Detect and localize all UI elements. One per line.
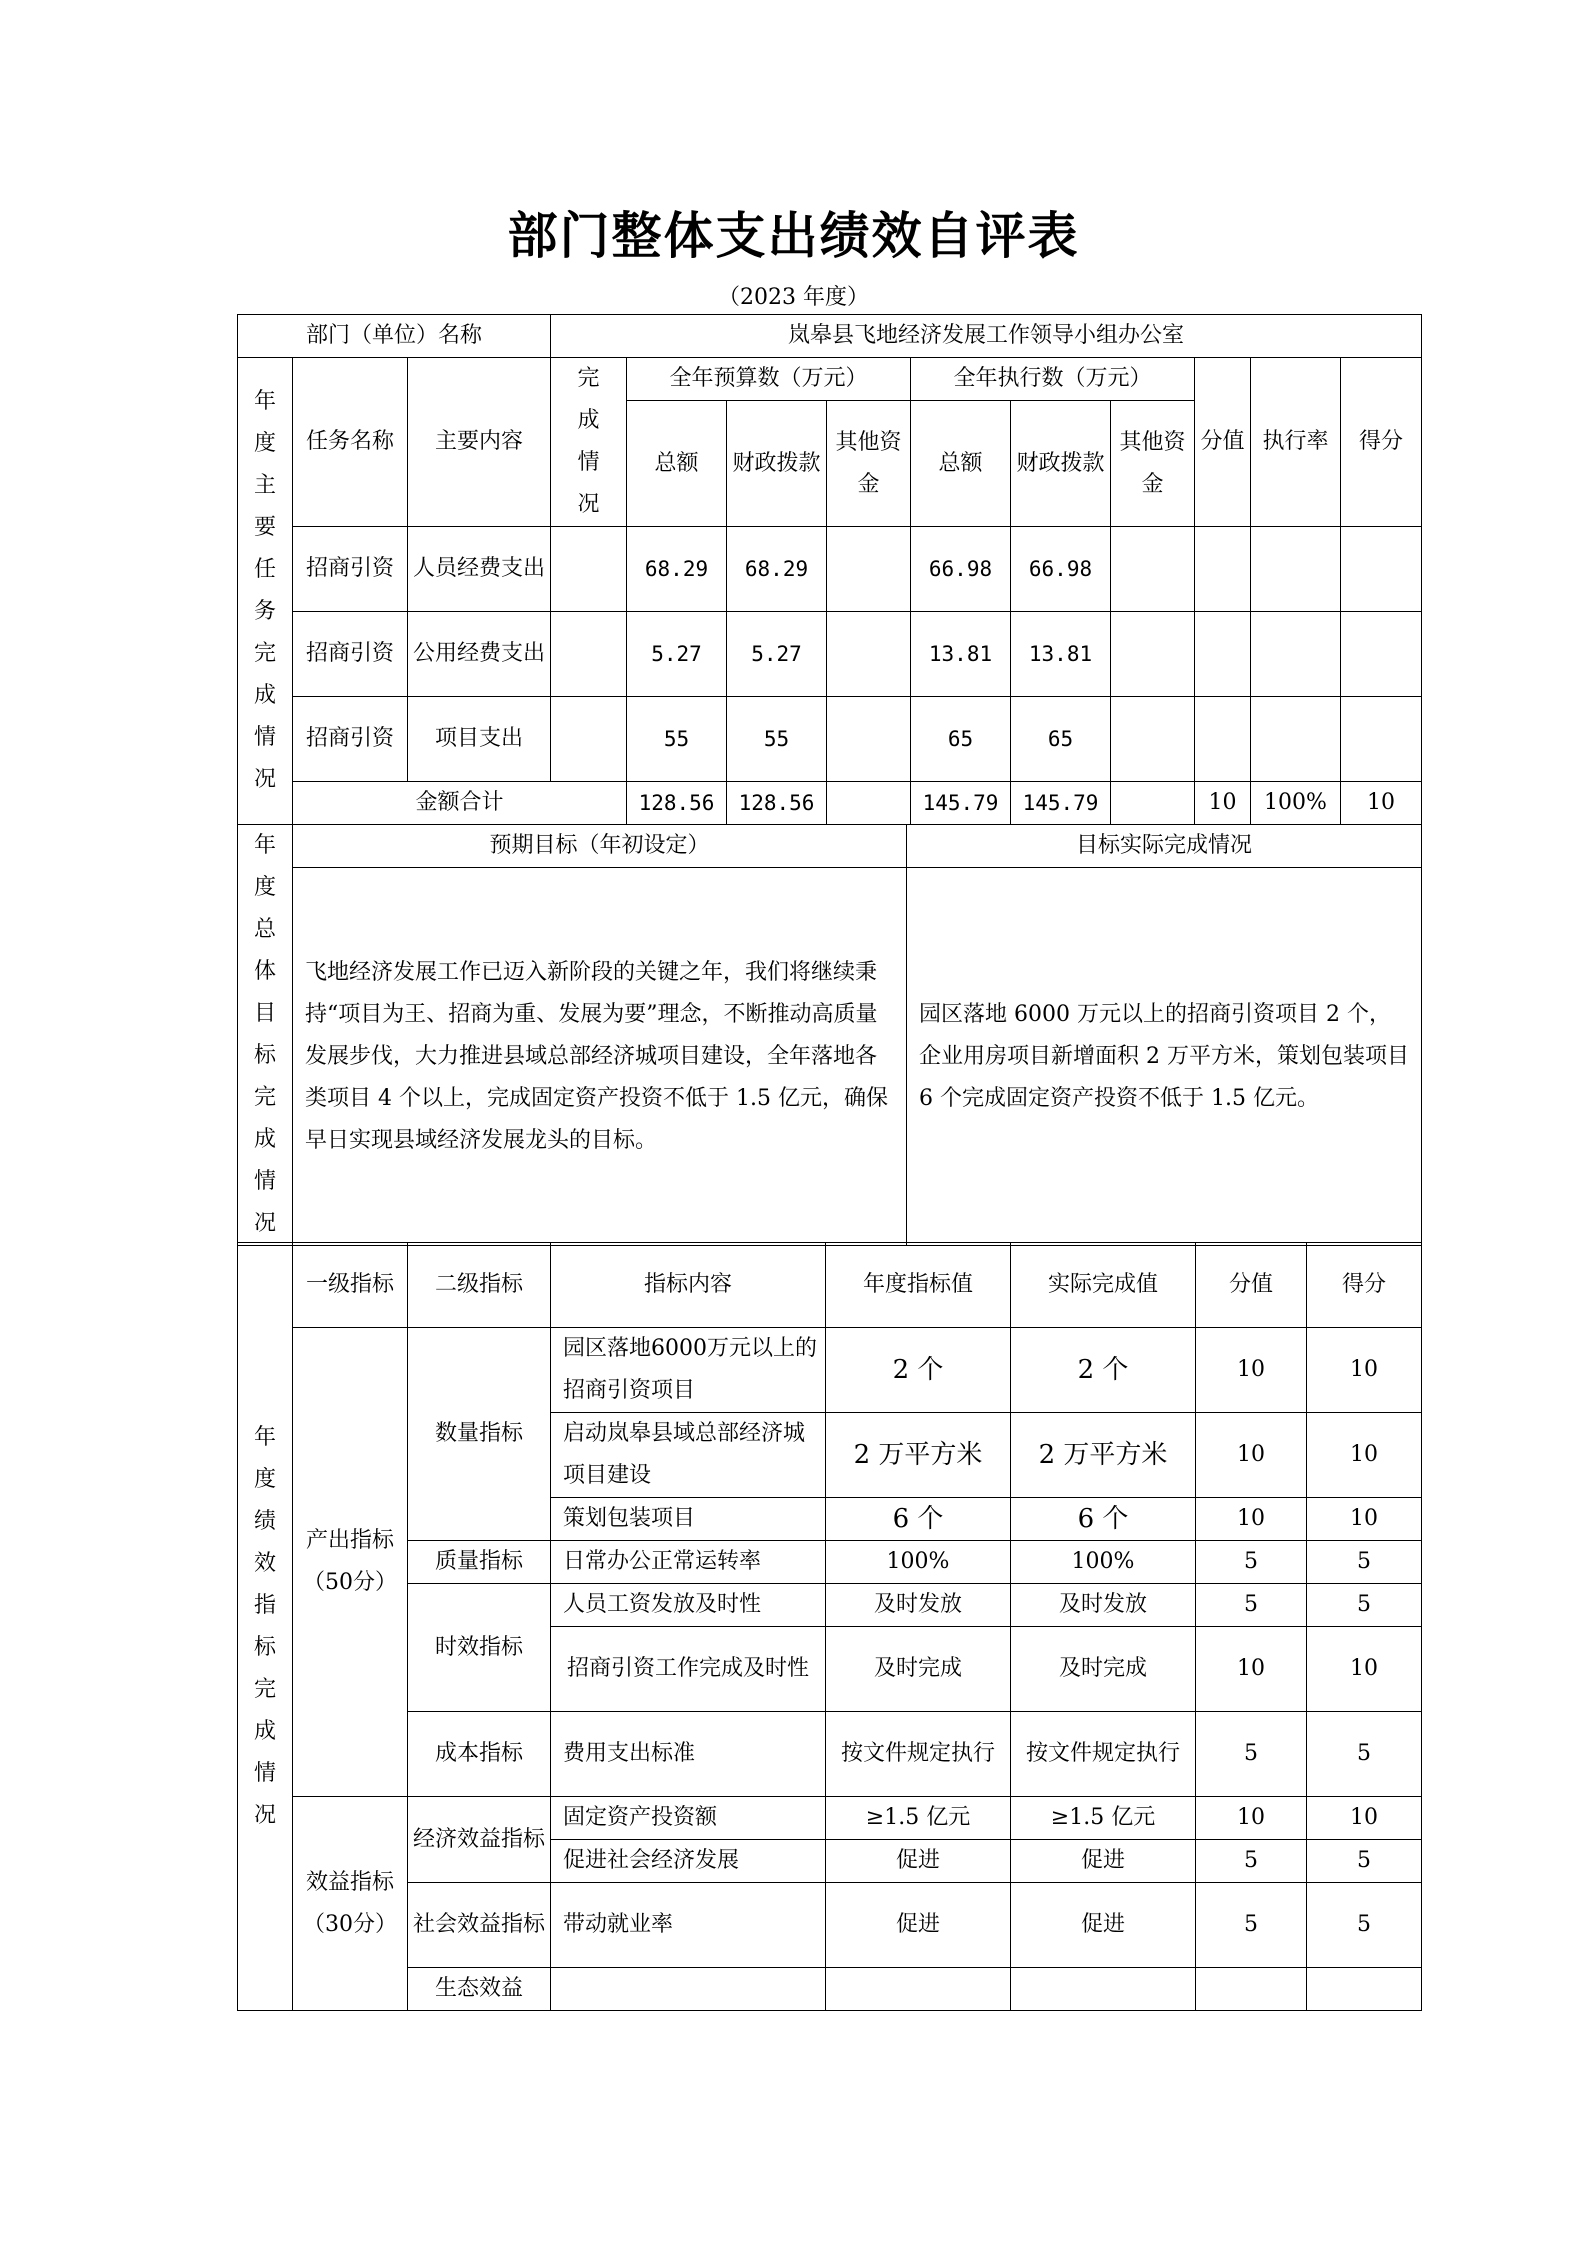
header-annual-execution: 全年执行数（万元） bbox=[911, 358, 1195, 401]
task-status bbox=[551, 527, 627, 612]
task-content: 公用经费支出 bbox=[408, 612, 551, 697]
year-subtitle: （2023 年度） bbox=[718, 285, 869, 310]
header-exec-fiscal: 财政拨款 bbox=[1011, 401, 1111, 527]
table-row bbox=[238, 1797, 1422, 1840]
score: 5 bbox=[1307, 1584, 1422, 1627]
score-value bbox=[1195, 697, 1251, 782]
indicator-content: 固定资产投资额 bbox=[551, 1797, 826, 1840]
exec-other bbox=[1111, 612, 1195, 697]
exec-fiscal: 13.81 bbox=[1011, 612, 1111, 697]
section-label-tasks: 年 度 主 要 任 务 完 成 情 况 bbox=[238, 358, 293, 825]
target-value: 100% bbox=[826, 1541, 1011, 1584]
score: 5 bbox=[1307, 1712, 1422, 1797]
task-name: 招商引资 bbox=[293, 697, 408, 782]
score-value bbox=[1195, 527, 1251, 612]
task-status bbox=[551, 697, 627, 782]
section-label-indicators: 年 度 绩 效 指 标 完 成 情 况 bbox=[238, 1243, 293, 2011]
header-expected-goal: 预期目标（年初设定） bbox=[293, 825, 907, 868]
level2-quality: 质量指标 bbox=[408, 1541, 551, 1584]
score bbox=[1307, 1968, 1422, 2011]
header-level2: 二级指标 bbox=[408, 1243, 551, 1328]
exec-total: 13.81 bbox=[911, 612, 1011, 697]
table-row bbox=[238, 1541, 1422, 1584]
sum-budget-fiscal: 128.56 bbox=[727, 782, 827, 825]
header-level1: 一级指标 bbox=[293, 1243, 408, 1328]
level2-social: 社会效益指标 bbox=[408, 1883, 551, 1968]
indicator-content: 策划包装项目 bbox=[551, 1498, 826, 1541]
target-value: 2 个 bbox=[826, 1328, 1011, 1413]
actual-value: 促进 bbox=[1011, 1883, 1196, 1968]
sum-execution-rate: 100% bbox=[1251, 782, 1341, 825]
expected-goal-text: 飞地经济发展工作已迈入新阶段的关键之年，我们将继续秉持“项目为王、招商为重、发展为要”理念，不断推动高质量发展步伐，大力推进县域总部经济城项目建设，全年落地各类项目 4 个以上，完成固定资产投资不低于 1.5 亿元，确保早日实现县域经济发展龙头的目标。 bbox=[293, 868, 907, 1246]
score bbox=[1341, 527, 1422, 612]
exec-fiscal: 66.98 bbox=[1011, 527, 1111, 612]
execution-rate bbox=[1251, 527, 1341, 612]
target-value: 6 个 bbox=[826, 1498, 1011, 1541]
table-row bbox=[238, 1584, 1422, 1627]
score: 10 bbox=[1307, 1498, 1422, 1541]
score: 10 bbox=[1307, 1328, 1422, 1413]
score-value bbox=[1196, 1968, 1307, 2011]
level1-output: 产出指标（50分） bbox=[293, 1328, 408, 1797]
table-row bbox=[238, 1328, 1422, 1413]
score bbox=[1341, 697, 1422, 782]
header-execution-rate: 执行率 bbox=[1251, 358, 1341, 527]
indicator-content: 启动岚皋县域总部经济城项目建设 bbox=[551, 1413, 826, 1498]
page-title: 部门整体支出绩效自评表 bbox=[507, 206, 1080, 265]
budget-other bbox=[827, 612, 911, 697]
exec-total: 65 bbox=[911, 697, 1011, 782]
unit-label: 部门（单位）名称 bbox=[238, 315, 551, 358]
table-row bbox=[238, 1968, 1422, 2011]
target-value: 促进 bbox=[826, 1840, 1011, 1883]
header-score-value: 分值 bbox=[1195, 358, 1251, 527]
header-score: 得分 bbox=[1341, 358, 1422, 527]
task-content: 人员经费支出 bbox=[408, 527, 551, 612]
indicator-content: 人员工资发放及时性 bbox=[551, 1584, 826, 1627]
actual-value: 促进 bbox=[1011, 1840, 1196, 1883]
score: 10 bbox=[1307, 1413, 1422, 1498]
target-value bbox=[826, 1968, 1011, 2011]
budget-total: 55 bbox=[627, 697, 727, 782]
table-row bbox=[238, 697, 1422, 782]
section-label-goals: 年 度 总 体 目 标 完 成 情 况 bbox=[238, 825, 293, 1246]
score-value: 5 bbox=[1196, 1584, 1307, 1627]
exec-total: 66.98 bbox=[911, 527, 1011, 612]
exec-other bbox=[1111, 527, 1195, 612]
header-target-value: 年度指标值 bbox=[826, 1243, 1011, 1328]
header-annual-budget: 全年预算数（万元） bbox=[627, 358, 911, 401]
score-value: 10 bbox=[1196, 1797, 1307, 1840]
budget-total: 5.27 bbox=[627, 612, 727, 697]
budget-total: 68.29 bbox=[627, 527, 727, 612]
header-budget-fiscal: 财政拨款 bbox=[727, 401, 827, 527]
sum-label: 金额合计 bbox=[293, 782, 627, 825]
score-value: 5 bbox=[1196, 1883, 1307, 1968]
target-value: 2 万平方米 bbox=[826, 1413, 1011, 1498]
execution-rate bbox=[1251, 612, 1341, 697]
header-score-value: 分值 bbox=[1196, 1243, 1307, 1328]
exec-fiscal: 65 bbox=[1011, 697, 1111, 782]
actual-value: 2 万平方米 bbox=[1011, 1413, 1196, 1498]
sum-budget-other bbox=[827, 782, 911, 825]
overall-goals-table bbox=[237, 824, 1422, 1246]
performance-indicators-table bbox=[237, 1242, 1422, 2011]
sum-exec-total: 145.79 bbox=[911, 782, 1011, 825]
level2-economic: 经济效益指标 bbox=[408, 1797, 551, 1883]
score: 5 bbox=[1307, 1541, 1422, 1584]
target-value: 及时完成 bbox=[826, 1627, 1011, 1712]
header-actual-completion: 目标实际完成情况 bbox=[907, 825, 1422, 868]
budget-other bbox=[827, 697, 911, 782]
score-value: 5 bbox=[1196, 1840, 1307, 1883]
score-value: 10 bbox=[1196, 1627, 1307, 1712]
sum-score-value: 10 bbox=[1195, 782, 1251, 825]
sum-exec-other bbox=[1111, 782, 1195, 825]
level2-cost: 成本指标 bbox=[408, 1712, 551, 1797]
header-exec-other: 其他资金 bbox=[1111, 401, 1195, 527]
actual-value: 按文件规定执行 bbox=[1011, 1712, 1196, 1797]
level2-quantity: 数量指标 bbox=[408, 1328, 551, 1541]
header-exec-total: 总额 bbox=[911, 401, 1011, 527]
score-value: 10 bbox=[1196, 1498, 1307, 1541]
sum-score: 10 bbox=[1341, 782, 1422, 825]
sum-exec-fiscal: 145.79 bbox=[1011, 782, 1111, 825]
score-value: 10 bbox=[1196, 1328, 1307, 1413]
actual-value: 及时完成 bbox=[1011, 1627, 1196, 1712]
score: 5 bbox=[1307, 1840, 1422, 1883]
table-row bbox=[238, 1712, 1422, 1797]
unit-name: 岚皋县飞地经济发展工作领导小组办公室 bbox=[551, 315, 1422, 358]
score-value: 10 bbox=[1196, 1413, 1307, 1498]
actual-value: 及时发放 bbox=[1011, 1584, 1196, 1627]
task-content: 项目支出 bbox=[408, 697, 551, 782]
sum-row bbox=[238, 782, 1422, 825]
actual-value: 6 个 bbox=[1011, 1498, 1196, 1541]
target-value: ≥1.5 亿元 bbox=[826, 1797, 1011, 1840]
indicator-content: 日常办公正常运转率 bbox=[551, 1541, 826, 1584]
score bbox=[1341, 612, 1422, 697]
score: 10 bbox=[1307, 1627, 1422, 1712]
score-value: 5 bbox=[1196, 1712, 1307, 1797]
indicator-content bbox=[551, 1968, 826, 2011]
target-value: 按文件规定执行 bbox=[826, 1712, 1011, 1797]
budget-fiscal: 5.27 bbox=[727, 612, 827, 697]
level2-time: 时效指标 bbox=[408, 1584, 551, 1712]
header-main-content: 主要内容 bbox=[408, 358, 551, 527]
task-name: 招商引资 bbox=[293, 612, 408, 697]
score: 10 bbox=[1307, 1797, 1422, 1840]
score-value bbox=[1195, 612, 1251, 697]
budget-fiscal: 68.29 bbox=[727, 527, 827, 612]
score: 5 bbox=[1307, 1883, 1422, 1968]
table-row bbox=[238, 527, 1422, 612]
table-row bbox=[238, 612, 1422, 697]
indicator-content: 园区落地6000万元以上的招商引资项目 bbox=[551, 1328, 826, 1413]
indicator-content: 促进社会经济发展 bbox=[551, 1840, 826, 1883]
actual-value: ≥1.5 亿元 bbox=[1011, 1797, 1196, 1840]
target-value: 促进 bbox=[826, 1883, 1011, 1968]
table-row bbox=[238, 1883, 1422, 1968]
task-status bbox=[551, 612, 627, 697]
indicator-content: 带动就业率 bbox=[551, 1883, 826, 1968]
header-score: 得分 bbox=[1307, 1243, 1422, 1328]
header-budget-total: 总额 bbox=[627, 401, 727, 527]
level1-benefit: 效益指标（30分） bbox=[293, 1797, 408, 2011]
task-name: 招商引资 bbox=[293, 527, 408, 612]
header-task-name: 任务名称 bbox=[293, 358, 408, 527]
actual-value bbox=[1011, 1968, 1196, 2011]
header-budget-other: 其他资金 bbox=[827, 401, 911, 527]
execution-rate bbox=[1251, 697, 1341, 782]
level2-ecological: 生态效益 bbox=[408, 1968, 551, 2011]
budget-fiscal: 55 bbox=[727, 697, 827, 782]
budget-other bbox=[827, 527, 911, 612]
header-indicator-content: 指标内容 bbox=[551, 1243, 826, 1328]
exec-other bbox=[1111, 697, 1195, 782]
actual-value: 2 个 bbox=[1011, 1328, 1196, 1413]
header-actual-value: 实际完成值 bbox=[1011, 1243, 1196, 1328]
indicator-content: 费用支出标准 bbox=[551, 1712, 826, 1797]
sum-budget-total: 128.56 bbox=[627, 782, 727, 825]
indicator-content: 招商引资工作完成及时性 bbox=[551, 1627, 826, 1712]
actual-completion-text: 园区落地 6000 万元以上的招商引资项目 2 个，企业用房项目新增面积 2 万平方米，策划包装项目 6 个完成固定资产投资不低于 1.5 亿元。 bbox=[907, 868, 1422, 1246]
actual-value: 100% bbox=[1011, 1541, 1196, 1584]
score-value: 5 bbox=[1196, 1541, 1307, 1584]
main-tasks-table bbox=[237, 314, 1422, 825]
header-completion-status: 完 成 情 况 bbox=[551, 358, 627, 527]
target-value: 及时发放 bbox=[826, 1584, 1011, 1627]
